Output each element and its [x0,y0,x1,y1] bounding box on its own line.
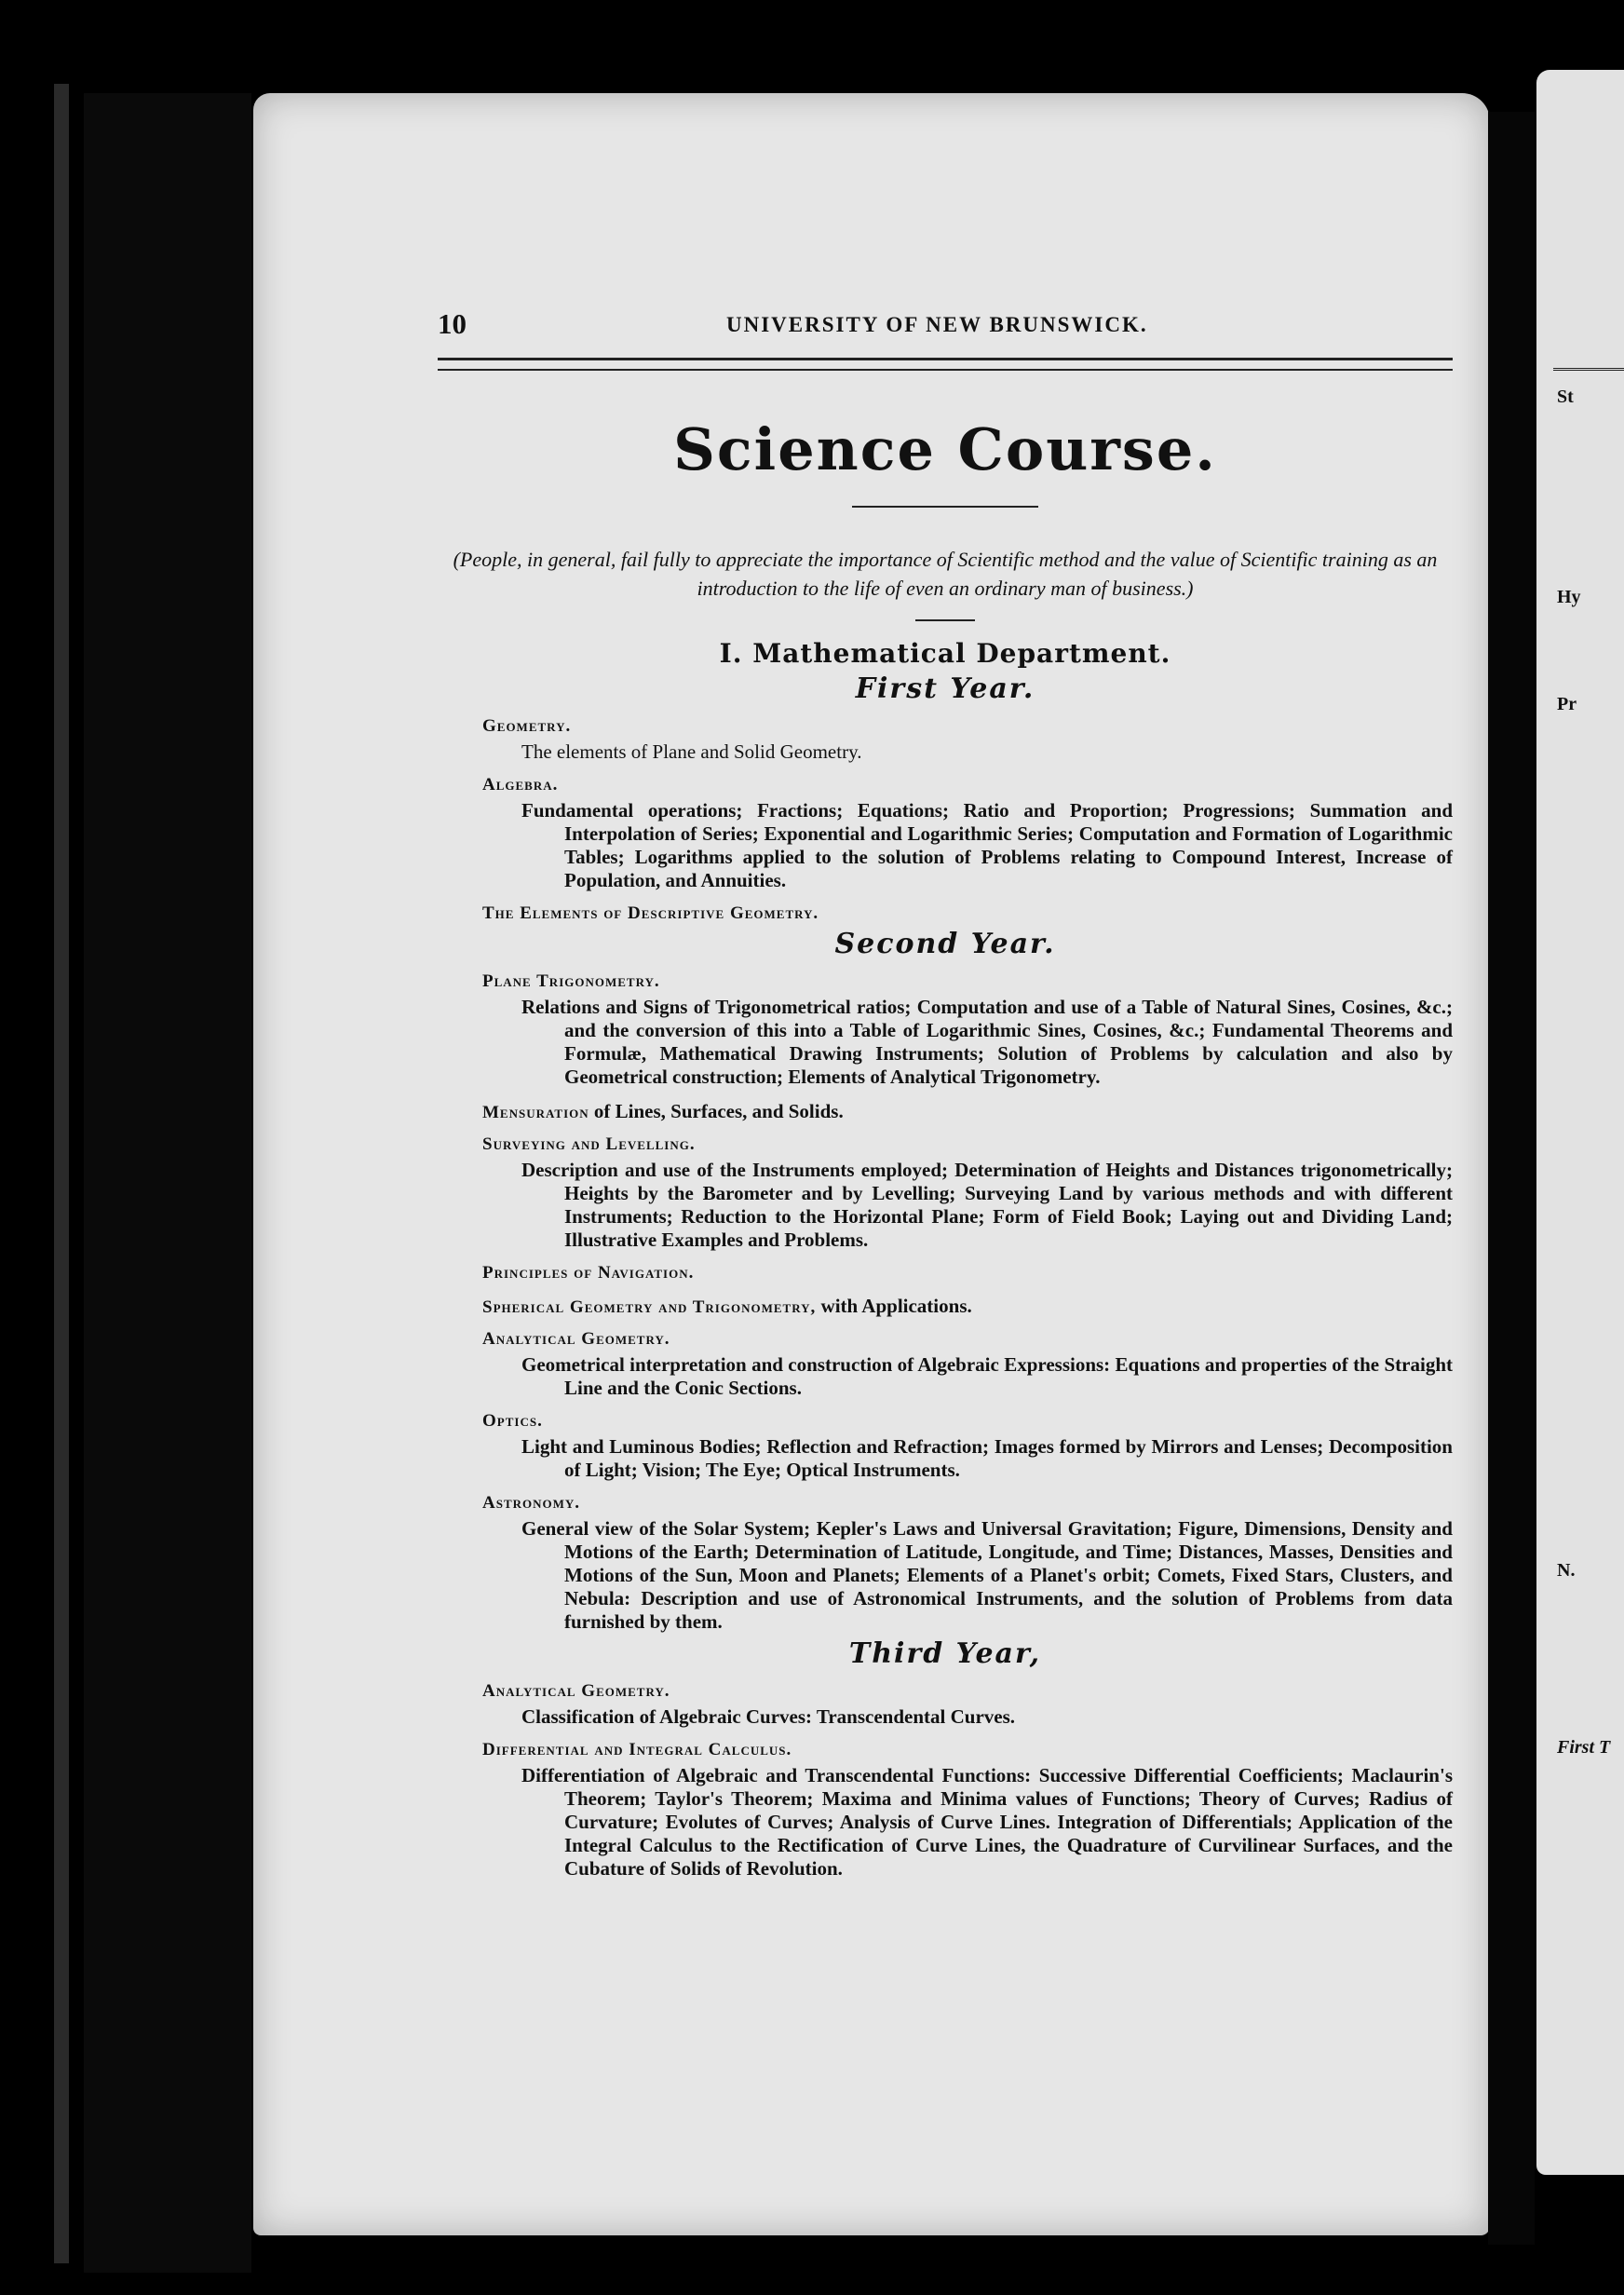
subject-name: The Elements of Descriptive Geometry. [482,903,819,923]
subject-description: General view of the Solar System; Kepler's Laws and Universal Gravitation; Figure, Dimensions, Density and Motions of the Earth; Determination of Latitude, Longitude, and Time; Distances, Masses, Densities and Motions of the Sun, Moon and Planets; Elements of a Planet's orbit; Comets, Fixed Stars, Clusters, and Nebula: Description and use of Astronomical Instruments, and the solution of Problems from data furnished by them. [521,1517,1453,1633]
subject-heading [482,971,1453,992]
subject-name-tail: of Lines, Surfaces, and Solids. [589,1100,844,1122]
subject-description: Description and use of the Instruments employed; Determination of Heights and Distances trigonometrically; Heights by the Barometer and by Levelling; Surveying Land by various methods and with different Instruments; Reduction to the Horizontal Plane; Form of Field Book; Laying out and Dividing Land; Illustrative Examples and Problems. [521,1159,1453,1251]
scan-border [54,84,69,2263]
year-heading: Third Year, [848,1637,1042,1670]
header-rule [438,358,1453,371]
book-gutter [1488,112,1535,2245]
facing-page-fragment: N. [1557,1560,1576,1581]
subject-heading [482,1411,1453,1432]
subject-description: Classification of Algebraic Curves: Transcendental Curves. [521,1705,1016,1728]
subject-description: Light and Luminous Bodies; Reflection and Refraction; Images formed by Mirrors and Lenses; Decomposition of Light; Vision; The Eye; Optical Instruments. [521,1435,1453,1481]
subject-name: Differential and Integral Calculus. [482,1740,792,1759]
subject-name: Plane Trigonometry. [482,971,660,991]
facing-page-edge [1536,70,1624,2175]
subject-heading [482,1100,1453,1123]
subject-heading [482,716,1453,737]
intro-rule [915,619,975,621]
subject-name: Optics. [482,1411,543,1431]
subject-heading [482,1740,1453,1760]
subject-name: Astronomy. [482,1493,581,1513]
facing-page-rule [1553,368,1624,371]
subject-name: Algebra. [482,775,559,794]
subject-name: Principles of Navigation. [482,1263,695,1283]
year-heading: Second Year. [834,928,1056,960]
year-heading: First Year. [855,672,1035,705]
department-heading: I. Mathematical Department. [719,638,1171,669]
facing-page-fragment: Pr [1557,694,1577,714]
subject-heading [482,1493,1453,1514]
subject-name: Analytical Geometry. [482,1681,670,1701]
subject-heading [482,1263,1453,1283]
subject-description: Relations and Signs of Trigonometrical ratios; Computation and use of a Table of Natural Sines, Cosines, &c.; and the conversion of this into a Table of Logarithmic Sines, Cosines, &c.; Fundamental Theorems and Formulæ, Mathematical Drawing Instruments; Solution of Problems by calculation and also by Geometrical construction; Elements of Analytical Trigonometry. [521,996,1453,1088]
subject-name: Mensuration [482,1103,589,1122]
subject-heading [482,775,1453,795]
facing-page-fragment: St [1557,387,1574,407]
title-rule [852,506,1038,508]
subject-description: Fundamental operations; Fractions; Equations; Ratio and Proportion; Progressions; Summation and Interpolation of Series; Exponential and Logarithmic Series; Computation and Formation of Logarithmic Tables; Logarithms applied to the solution of Problems relating to Compound Interest, Increase of Population, and Annuities. [521,799,1453,891]
subject-name: Surveying and Levelling. [482,1134,696,1154]
page-content [438,307,1453,1881]
facing-page-fragment: Hy [1557,587,1581,607]
subject-description: Differentiation of Algebraic and Transcendental Functions: Successive Differential Coefficients; Maclaurin's Theorem; Taylor's Theorem; Maxima and Minima values of Functions; Theory of Curves; Radius of Curvature; Evolutes of Curves; Analysis of Curve Lines. Integration of Differentials; Application of the Integral Calculus to the Rectification of Curve Lines, the Quadrature of Curvilinear Surfaces, and the Cubature of Solids of Revolution. [521,1764,1453,1880]
subject-description: Geometrical interpretation and construction of Algebraic Expressions: Equations and properties of the Straight Line and the Conic Sections. [521,1353,1453,1399]
subject-description: The elements of Plane and Solid Geometry. [521,740,862,763]
scan-background [84,93,251,2273]
subject-heading [482,1329,1453,1350]
syllabus-years [438,672,1453,1881]
subject-name: Spherical Geometry and Trigonometry, [482,1297,817,1317]
subject-heading [482,1134,1453,1155]
intro-note: (People, in general, fail fully to appreciate the importance of Scientific method and the value of Scientific training as an introduction to the life of even an ordinary man of business.) [453,548,1438,600]
course-title: Science Course. [673,415,1217,483]
subject-heading [482,1681,1453,1702]
subject-name: Geometry. [482,716,572,736]
facing-page-fragment: First T [1557,1737,1611,1758]
subject-heading [482,1295,1453,1318]
subject-heading [482,903,1453,924]
subject-name-tail: with Applications. [816,1295,972,1317]
running-head [438,307,1453,345]
page-number: 10 [438,307,467,340]
running-title: UNIVERSITY OF NEW BRUNSWICK. [726,313,1148,336]
subject-name: Analytical Geometry. [482,1329,670,1349]
